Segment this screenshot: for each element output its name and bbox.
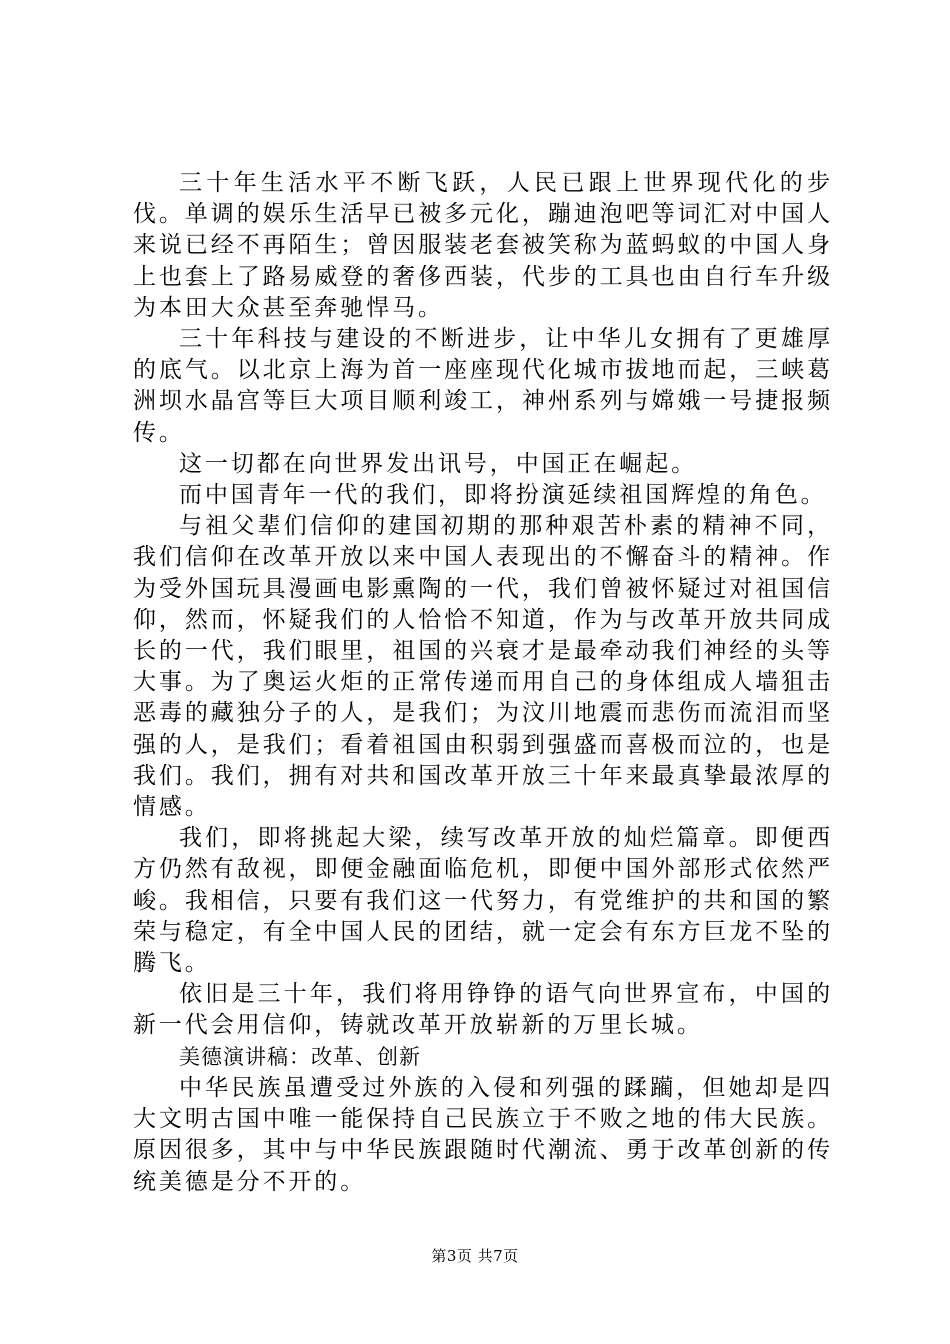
paragraph-great-wall: 依旧是三十年，我们将用铮铮的语气向世界宣布，中国的新一代会用信仰，铸就改革开放崭新的万里长城。 <box>133 981 833 1039</box>
paragraph-youth-role: 而中国青年一代的我们，即将扮演延续祖国辉煌的角色。 <box>179 482 827 509</box>
document-body <box>133 168 833 1198</box>
paragraph-living-standards: 三十年生活水平不断飞跃，人民已跟上世界现代化的步伐。单调的娱乐生活早已被多元化，蹦迪泡吧等词汇对中国人来说已经不再陌生；曾因服装老套被笑称为蓝蚂蚁的中国人身上也套上了路易威登的奢侈西装，代步的工具也由自行车升级为本田大众甚至奔驰悍马。 <box>133 170 833 321</box>
paragraph-technology: 三十年科技与建设的不断进步，让中华儿女拥有了更雄厚的底气。以北京上海为首一座座现代化城市拔地而起，三峡葛洲坝水晶宫等巨大项目顺利竣工，神州系列与嫦娥一号捷报频传。 <box>133 326 833 446</box>
page-footer <box>0 1245 950 1266</box>
paragraph-rising: 这一切都在向世界发出讯号，中国正在崛起。 <box>179 450 697 477</box>
paragraph-belief: 与祖父辈们信仰的建国初期的那种艰苦朴素的精神不同，我们信仰在改革开放以来中国人表现出的不懈奋斗的精神。作为受外国玩具漫画电影熏陶的一代，我们曾被怀疑过对祖国信仰，然而，怀疑我们的人恰恰不知道，作为与改革开放共同成长的一代，我们眼里，祖国的兴衰才是最牵动我们神经的头等大事。为了奥运火炬的正常传递而用自己的身体组成人墙狙击恶毒的藏独分子的人，是我们；为汶川地震而悲伤而流泪而坚强的人，是我们；看着祖国由积弱到强盛而喜极而泣的，也是我们。我们，拥有对共和国改革开放三十年来最真挚最浓厚的情感。 <box>133 513 833 821</box>
page-number-label: 第3页 共7页 <box>431 1247 519 1265</box>
paragraph-reform-innovation: 中华民族虽遭受过外族的入侵和列强的蹂躏，但她却是四大文明古国中唯一能保持自己民族立于不败之地的伟大民族。原因很多，其中与中华民族跟随时代潮流、勇于改革创新的传统美德是分不开的。 <box>133 1074 833 1195</box>
section-title: 美德演讲稿：改革、创新 <box>179 1044 421 1069</box>
paragraph-responsibility: 我们，即将挑起大梁，续写改革开放的灿烂篇章。即便西方仍然有敌视，即便金融面临危机，即便中国外部形式依然严峻。我相信，只要有我们这一代努力，有党维护的共和国的繁荣与稳定，有全中国人民的团结，就一定会有东方巨龙不坠的腾飞。 <box>133 825 833 977</box>
